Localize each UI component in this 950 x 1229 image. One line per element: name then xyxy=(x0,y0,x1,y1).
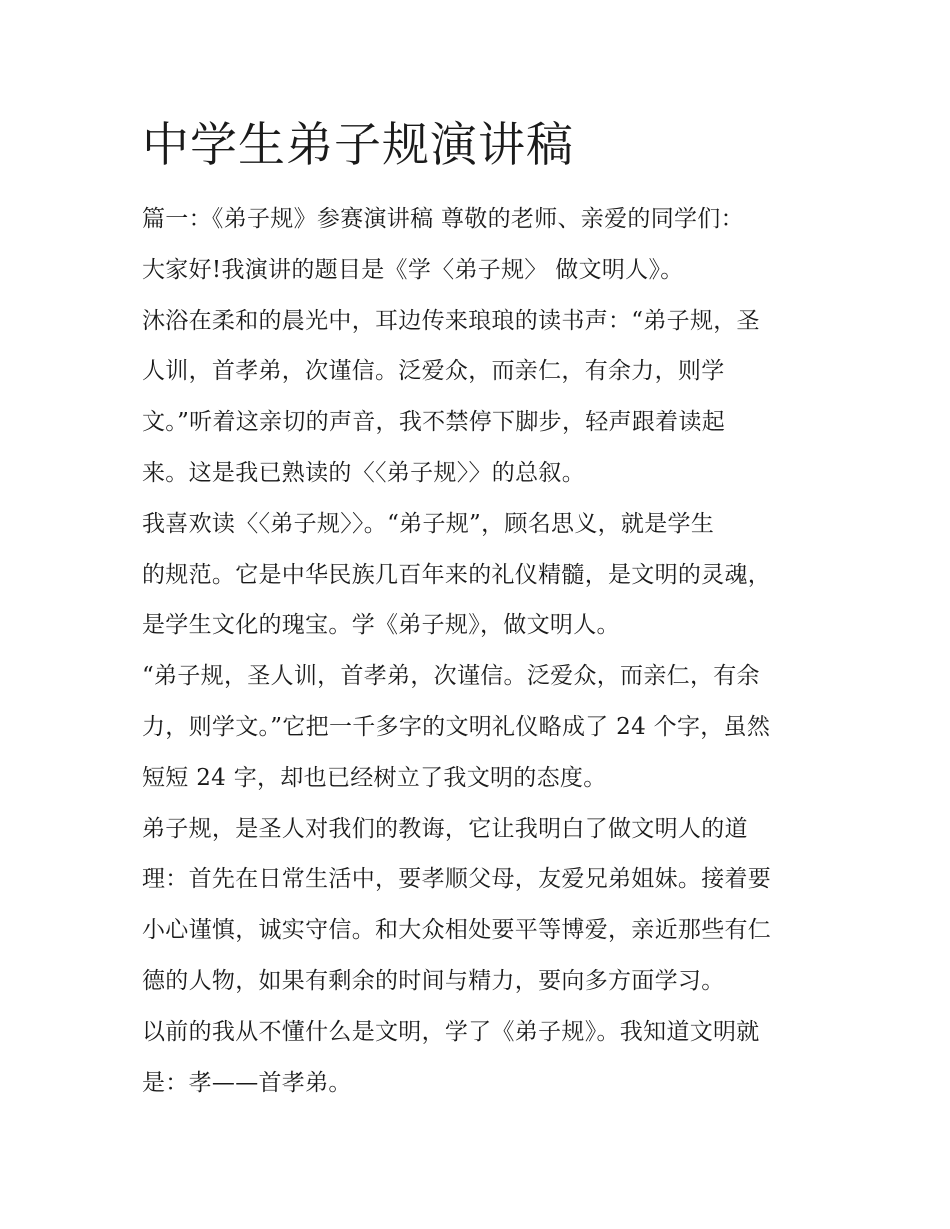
paragraph: 沐浴在柔和的晨光中，耳边传来琅琅的读书声：“弟子规，圣 人训，首孝弟，次谨信。泛爱众，而亲仁，有余力，则学 文。”听着这亲切的声音，我不禁停下脚步，轻声跟着读起 来。这是我已熟读的〈〈弟子规〉〉的总叙。 xyxy=(142,307,760,486)
paragraph: 篇一：《弟子规》参赛演讲稿 尊敬的老师、亲爱的同学们： xyxy=(142,206,744,232)
paragraph: 弟子规，是圣人对我们的教诲，它让我明白了做文明人的道 理：首先在日常生活中，要孝顺父母，友爱兄弟姐妹。接着要 小心谨慎，诚实守信。和大众相处要平等博爱，亲近那些有仁 德的人物，如果有剩余的时间与精力，要向多方面学习。 xyxy=(142,815,772,994)
document-title: 中学生弟子规演讲稿 xyxy=(142,118,574,173)
document-body xyxy=(142,112,822,1108)
paragraph: 以前的我从不懂什么是文明，学了《弟子规》。我知道文明就 是：孝——首孝弟。 xyxy=(142,1018,760,1096)
paragraph: 我喜欢读〈〈弟子规〉〉。“弟子规”，顾名思义，就是学生 的规范。它是中华民族几百年来的礼仪精髓，是文明的灵魂， 是学生文化的瑰宝。学《弟子规》，做文明人。 xyxy=(142,510,772,639)
paragraph: 大家好!我演讲的题目是《学〈弟子规〉 做文明人》。 xyxy=(142,256,684,283)
paragraph: “弟子规，圣人训，首孝弟，次谨信。泛爱众，而亲仁，有余 力，则学文。”它把一千多字的文明礼仪略成了 24 个字，虽然 短短 24 字，却也已经树立了我文明的态度。 xyxy=(142,663,771,791)
paragraph-list xyxy=(142,194,822,1108)
